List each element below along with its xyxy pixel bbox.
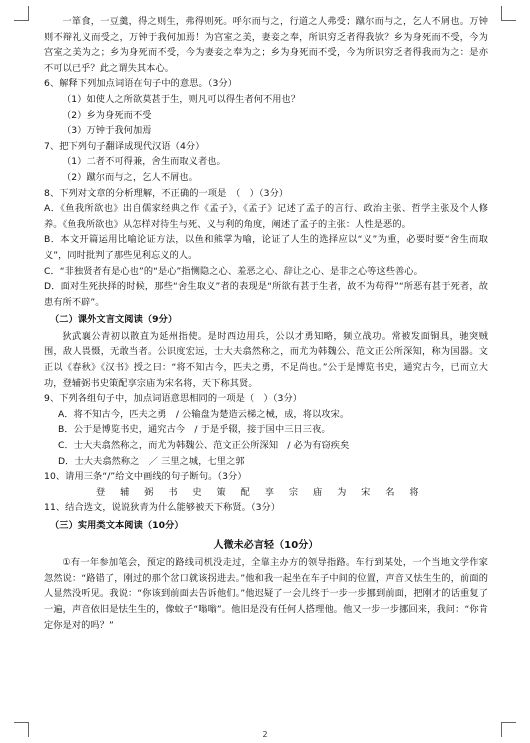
page-number: 2 — [262, 730, 268, 739]
q9-option-c: C．士大夫翕然称之，而尤为韩魏公、范文正公所深知 / 必为有窃疾矣 — [58, 440, 350, 452]
passage1-text: 一箪食，一豆羹，得之则生，弗得则死。呼尔而与之，行道之人弗受；蹴尔而与之，乞人不屑也。万钟则不辩礼义而受之，万钟于我何加焉！为宫室之美，妻妾之奉，所识穷乏者得我欤？乡为身死而不受，今为宫室之美为之；乡为身死而不受，今为妻妾之奉为之；乡为身死而不受，今为所识穷乏者得我而为之：是亦不可以已乎？此之谓失其本心。 — [44, 16, 488, 74]
crop-mark-top-left — [14, 6, 29, 21]
section3-title: （三）实用类文本阅读（10分） — [50, 520, 184, 531]
q10-sentence: 登 辅 弼 书 史 策 配 享 宗 庙 为 宋 名 将 — [96, 486, 425, 498]
exam-page — [44, 14, 488, 633]
q8-option-d: D．面对生死抉择的时候，那些“舍生取义”者的表现是“所欲有甚于生者，故不为苟得”“所恶有甚于死者，故患有所不辟”。 — [44, 281, 488, 308]
q10-stem: 10、请用三条“/”给文中画线的句子断句。（3分） — [44, 471, 247, 483]
section3-text: ①有一年参加笔会，预定的路线司机没走过，全靠主办方的领导指路。车行到某处，一个当地文学作家忽然说：“路错了，刚过的那个岔口就该拐进去。”他和我一起坐在车子中间的位置，声音又怯生生的，前面的人显然没听见。我说：“你该到前面去告诉他们。”他迟疑了一会儿终于一步一步挪到前面，把刚才的话重复了一遍，声音依旧是怯生生的，像蚊子“嗡嗡”。他旧是没有任何人搭理他。他又一步一步挪回来，我问：“你肯定你是对的吗？” — [44, 557, 488, 631]
q8-option-b: B．本文开篇运用比喻论证方法，以鱼和熊掌为喻，论证了人生的选择应以“义”为重，必要时要“舍生而取义”，同时批判了那些见利忘义的人。 — [44, 234, 488, 261]
section2-text: 狄武襄公青初以散直为延州指使。是时西边用兵，公以才勇知略，频立战功。常被发面铜具，驰突贼围，敌人畏慑，无敢当者。公识度宏远，士大夫翕然称之，而尤为韩魏公、范文正公所深知，称为国器。文正以《春秋》《汉书》授之曰：“将不知古今，匹夫之勇，不足尚也。”公于是博览书史，通究古今，已而立大功，登辅弼书史策配享宗庙为宋名将，天下称其贤。 — [44, 330, 488, 389]
q11-stem: 11、结合选文，说说狄青为什么能够被天下称贤。（3分） — [44, 502, 281, 514]
q9-option-a: A．将不知古今，匹夫之勇 / 公输盘为楚造云梯之械，成，将以攻宋。 — [58, 408, 350, 420]
article-title: 人微未必言轻（10分） — [213, 539, 319, 551]
q6-item-1: （1）如使人之所欲莫甚于生，则凡可以得生者何不用也？ — [62, 93, 301, 105]
q8-option-c: C．“非独贤者有是心也”的“是心”指恻隐之心、羞恶之心、辞让之心、是非之心等这些善心。 — [44, 265, 423, 277]
q9-option-b: B．公于是博览书史，通究古今 / 于是乎辍，接于国中三日三夜。 — [58, 424, 331, 436]
q6-item-3: （3）万钟于我何加焉 — [62, 125, 152, 137]
q9-stem: 9、下列各组句子中，加点词语意思相同的一项是（ ）（3分） — [44, 393, 303, 405]
q9-option-d: D．士大夫翕然称之 ／ 三里之城，七里之郭 — [58, 455, 245, 467]
q7-item-1: （1）二者不可得兼，舍生而取义者也。 — [62, 156, 226, 168]
q6-item-2: （2）乡为身死而不受 — [62, 109, 152, 121]
q8-option-a: A．《鱼我所欲也》出自儒家经典之作《孟子》，《孟子》记述了孟子的言行、政治主张、哲学主张及个人修养。《鱼我所欲也》从怎样对待生与死、义与利的角度，阐述了孟子的主张：人性是恶的。 — [44, 203, 488, 230]
crop-mark-top-right — [501, 6, 516, 21]
q8-stem: 8、下列对文章的分析理解，不正确的一项是 （ ）（3分） — [44, 187, 289, 199]
q7-item-2: （2）蹴尔而与之，乞人不屑也。 — [62, 171, 198, 183]
q7-stem: 7、把下列句子翻译成现代汉语（4分） — [44, 140, 205, 152]
q6-stem: 6、解释下列加点词语在句子中的意思。（3分） — [44, 78, 238, 90]
section2-title: （二）课外文言文阅读（9分） — [50, 314, 178, 326]
